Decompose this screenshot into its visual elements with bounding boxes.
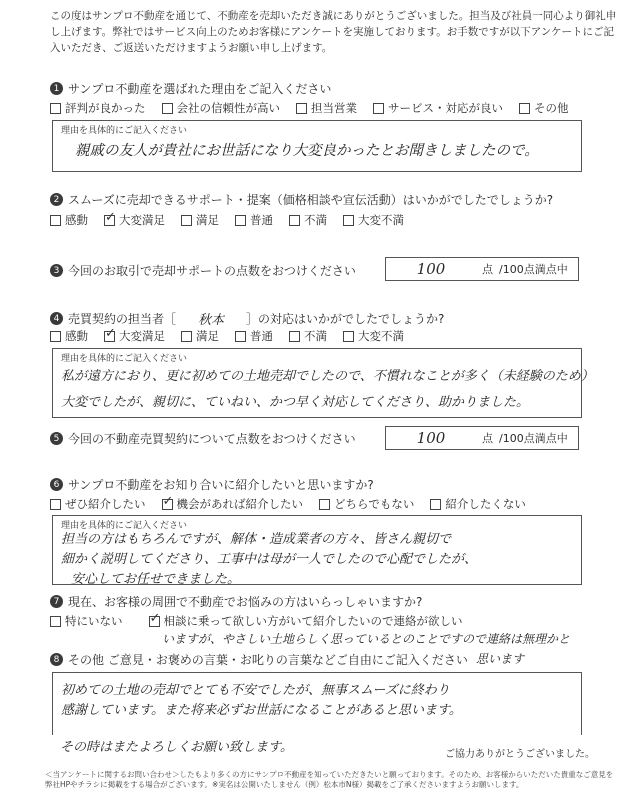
checkbox-checked[interactable] xyxy=(149,616,160,627)
q7-option-none[interactable]: 特にいない xyxy=(50,613,123,629)
checkbox[interactable] xyxy=(181,331,192,342)
question-1 xyxy=(50,80,331,97)
question-text: 今回の不動産売買契約について点数をおつけください xyxy=(68,432,356,446)
question-5 xyxy=(50,430,356,447)
handwritten-answer-line-1: 担当の方はもちろんですが、解体・造成業者の方々、皆さん親切で xyxy=(61,532,452,547)
q6-option-if-chance[interactable]: ✓ 機会があれば紹介したい xyxy=(162,496,304,512)
q3-score-field[interactable] xyxy=(385,257,579,281)
q2-options xyxy=(50,212,420,228)
handwritten-answer-line-2: 大変でしたが、親切に、ていねい、かつ早く対応してくださり、助かりました。 xyxy=(61,395,530,410)
checkbox[interactable] xyxy=(319,499,330,510)
checkbox[interactable] xyxy=(235,215,246,226)
handwritten-answer-line-1: 私が遠方におり、更に初めての土地売却でしたので、不慣れなことが多く（未経験のため） xyxy=(61,369,594,384)
question-text: 今回のお取引で売却サポートの点数をおつけください xyxy=(68,264,356,278)
score-max: /100点満点中 xyxy=(499,432,568,445)
question-number: 8 xyxy=(50,653,63,666)
q6-options xyxy=(50,496,542,512)
q2-option-average[interactable]: 普通 xyxy=(235,212,273,228)
checkbox[interactable] xyxy=(50,499,61,510)
q1-options xyxy=(50,100,585,116)
question-text: サンプロ不動産を選ばれた理由をご記入ください xyxy=(68,82,332,96)
checkbox[interactable] xyxy=(519,103,530,114)
q2-option-satisfied[interactable]: 満足 xyxy=(181,212,219,228)
question-text: その他 ご意見・お褒めの言葉・お叱りの言葉などご自由にご記入ください xyxy=(68,653,468,667)
q6-reason-box[interactable] xyxy=(52,515,582,585)
question-number: 2 xyxy=(50,193,63,206)
question-2 xyxy=(50,191,553,208)
question-text: サンプロ不動産をお知り合いに紹介したいと思いますか? xyxy=(68,478,374,492)
question-number: 4 xyxy=(50,312,63,325)
q4-option-impressed[interactable]: 感動 xyxy=(50,328,88,344)
checkbox[interactable] xyxy=(50,616,61,627)
q1-option-service[interactable]: サービス・対応が良い xyxy=(373,100,503,116)
q1-option-other[interactable]: その他 xyxy=(519,100,569,116)
q4-reason-box[interactable] xyxy=(52,348,594,418)
q2-option-impressed[interactable]: 感動 xyxy=(50,212,88,228)
q1-reason-box[interactable] xyxy=(52,120,582,172)
q1-option-sales-rep[interactable]: 担当営業 xyxy=(296,100,357,116)
checkbox[interactable] xyxy=(289,215,300,226)
checkbox-checked[interactable] xyxy=(104,215,115,226)
checkbox[interactable] xyxy=(50,331,61,342)
q7-handwritten-line-1: いますが、やさしい土地らしく思っているとのことですので連絡は無理かと xyxy=(162,632,571,646)
checkbox-checked[interactable] xyxy=(104,331,115,342)
question-text: 売買契約の担当者［ xyxy=(68,312,177,326)
question-number: 5 xyxy=(50,432,63,445)
q7-option-contact[interactable]: ✓ 相談に乗って欲しい方がいて紹介したいので連絡が欲しい xyxy=(149,613,463,629)
question-6 xyxy=(50,476,374,493)
handwritten-answer-line-2: 感謝しています。また将来必ずお世話になることがあると思います。 xyxy=(61,703,462,718)
q2-option-unsatisfied[interactable]: 不満 xyxy=(289,212,327,228)
q6-option-neither[interactable]: どちらでもない xyxy=(319,496,414,512)
q1-option-reliability[interactable]: 会社の信頼性が高い xyxy=(162,100,281,116)
question-text: 現在、お客様の周囲で不動産でお悩みの方はいらっしゃいますか? xyxy=(68,595,423,609)
question-text: スムーズに売却できるサポート・提案（価格相談や宣伝活動）はいかがでしたでしょうか? xyxy=(68,193,554,207)
score-value: 100 xyxy=(416,260,446,278)
q5-score-field[interactable] xyxy=(385,426,579,450)
q6-option-no[interactable]: 紹介したくない xyxy=(430,496,526,512)
question-3 xyxy=(50,262,356,279)
handwritten-answer-line-1: 初めての土地の売却でとても不安でしたが、無事スムーズに終わり xyxy=(61,683,450,698)
q1-option-reputation[interactable]: 評判が良かった xyxy=(50,100,146,116)
score-unit: 点 xyxy=(482,263,493,276)
score-unit: 点 xyxy=(482,432,493,445)
q2-option-very-unsatisfied[interactable]: 大変不満 xyxy=(343,212,404,228)
checkbox[interactable] xyxy=(430,499,441,510)
footer-note: ＜当アンケートに関するお問い合わせ＞したもより多くの方にサンプロ不動産を知っていただきたいと願っております。そのため、お客様からいただいた貴重なご意見を弊社HPやチラシに掲載をする場合がございます。※実名は公開いたしません（例）松本市N様）掲載をご了承くださいますようお願いします。 xyxy=(45,770,614,789)
question-text-end: ］の対応はいかがでしたでしょうか? xyxy=(246,312,445,326)
checkbox[interactable] xyxy=(162,103,173,114)
question-number: 6 xyxy=(50,478,63,491)
question-8 xyxy=(50,651,468,668)
q8-handwritten-line-3: その時はまたよろしくお願い致します。 xyxy=(60,740,293,755)
box-label: 理由を具体的にご記入ください xyxy=(61,521,188,531)
thanks-text: ご協力ありがとうございました。 xyxy=(445,749,595,760)
q7-options xyxy=(50,613,479,629)
checkbox[interactable] xyxy=(235,331,246,342)
question-number: 1 xyxy=(50,82,63,95)
checkbox[interactable] xyxy=(343,215,354,226)
checkbox[interactable] xyxy=(343,331,354,342)
q4-option-average[interactable]: 普通 xyxy=(235,328,273,344)
checkbox[interactable] xyxy=(289,331,300,342)
checkbox[interactable] xyxy=(296,103,307,114)
checkbox-checked[interactable] xyxy=(162,499,173,510)
checkbox[interactable] xyxy=(181,215,192,226)
q7-handwritten-line-2: 思います xyxy=(476,652,525,666)
question-number: 7 xyxy=(50,595,63,608)
q6-option-definitely[interactable]: ぜひ紹介したい xyxy=(50,496,146,512)
box-label: 理由を具体的にご記入ください xyxy=(61,354,188,364)
q4-option-unsatisfied[interactable]: 不満 xyxy=(289,328,327,344)
q2-option-very-satisfied[interactable]: ✓ 大変満足 xyxy=(104,212,165,228)
score-value: 100 xyxy=(416,429,446,447)
question-number: 3 xyxy=(50,264,63,277)
handwritten-answer-line-3: 安心してお任せできました。 xyxy=(71,572,241,587)
box-label: 理由を具体的にご記入ください xyxy=(61,126,188,136)
staff-name: 秋本 xyxy=(198,313,225,328)
q4-options xyxy=(50,328,420,344)
handwritten-answer-line-2: 細かく説明してくださり、工事中は母が一人でしたので心配でしたが、 xyxy=(61,552,478,567)
intro-text: この度はサンプロ不動産を通じて、不動産を売却いただき誠にありがとうございました。担当及び社員一同心より御礼申し上げます。弊社ではサービス向上のためお客様にアンケートを実施しております。お手数ですが以下アンケートにご記入いただき、ご返送いただけますようお願い申し上げます。 xyxy=(50,10,617,54)
score-max: /100点満点中 xyxy=(499,263,568,276)
q4-option-very-satisfied[interactable]: ✓ 大変満足 xyxy=(104,328,165,344)
q8-comment-box[interactable] xyxy=(52,672,582,735)
checkbox[interactable] xyxy=(50,103,61,114)
question-7 xyxy=(50,593,422,610)
q4-option-satisfied[interactable]: 満足 xyxy=(181,328,219,344)
handwritten-answer: 親戚の友人が貴社にお世話になり大変良かったとお聞きしましたので。 xyxy=(75,143,539,159)
checkbox[interactable] xyxy=(50,215,61,226)
q4-option-very-unsatisfied[interactable]: 大変不満 xyxy=(343,328,404,344)
checkbox[interactable] xyxy=(373,103,384,114)
